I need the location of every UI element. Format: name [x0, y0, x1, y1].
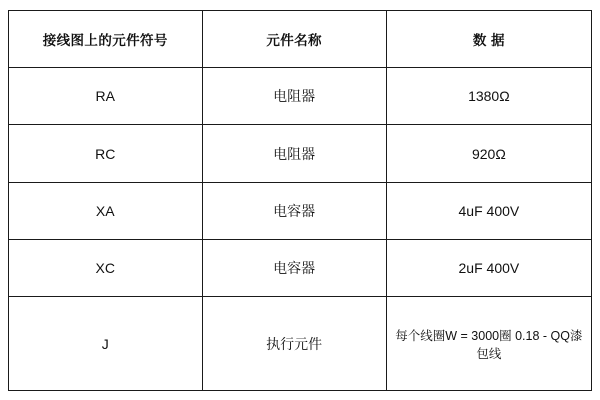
- cell-symbol: XA: [9, 182, 203, 239]
- column-header-symbol: 接线图上的元件符号: [9, 11, 203, 68]
- cell-data: 4uF 400V: [386, 182, 591, 239]
- cell-data: 2uF 400V: [386, 239, 591, 296]
- table-header-row: [9, 11, 592, 68]
- cell-name: 电阻器: [202, 68, 386, 125]
- cell-name: 电容器: [202, 182, 386, 239]
- cell-name: 电容器: [202, 239, 386, 296]
- table-row: [9, 68, 592, 125]
- cell-name: 电阻器: [202, 125, 386, 182]
- cell-data: 1380Ω: [386, 68, 591, 125]
- cell-data: 每个线圈W = 3000圈 0.18 - QQ漆包线: [386, 297, 591, 391]
- component-spec-table: [8, 10, 592, 391]
- table-row: [9, 239, 592, 296]
- cell-symbol: XC: [9, 239, 203, 296]
- column-header-data: 数 据: [386, 11, 591, 68]
- table-row: [9, 182, 592, 239]
- column-header-name: 元件名称: [202, 11, 386, 68]
- cell-symbol: J: [9, 297, 203, 391]
- table-row: [9, 297, 592, 391]
- cell-symbol: RA: [9, 68, 203, 125]
- spec-table-container: [8, 10, 592, 391]
- cell-symbol: RC: [9, 125, 203, 182]
- table-row: [9, 125, 592, 182]
- cell-name: 执行元件: [202, 297, 386, 391]
- cell-data: 920Ω: [386, 125, 591, 182]
